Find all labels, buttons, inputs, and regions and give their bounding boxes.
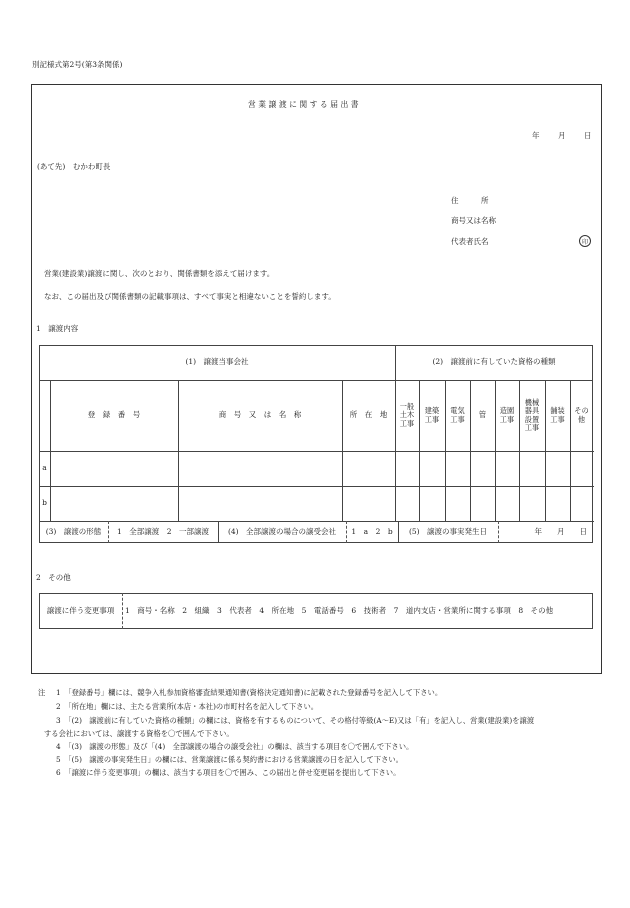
section-1-heading: 1 譲渡内容	[36, 324, 79, 333]
date-month: 月	[558, 131, 566, 140]
full-transfer-recipient-options[interactable]: 1 a 2 b	[351, 526, 393, 536]
note-3: 3 「(2) 譲渡前に有していた資格の種類」の欄には、資格を有するものについて、その格付等級(A〜E)又は「有」を記入し、営業(建設業)を譲渡	[56, 716, 535, 725]
qual-building: 建築 工事	[424, 406, 440, 424]
body-paragraph-1: 営業(建設業)譲渡に関し、次のとおり、関係書類を添えて届けます。	[44, 269, 275, 278]
representative-label: 代表者氏名	[451, 237, 489, 246]
qual-piping: 管	[478, 410, 487, 420]
note-3-continued: する会社においては、譲渡する資格を〇で囲んで下さい。	[44, 729, 234, 738]
qual-civil-engineering: 一般 土木 工事	[399, 402, 415, 428]
date-day: 日	[584, 131, 592, 140]
note-5: 5 「(5) 譲渡の事実発生日」の欄には、営業譲渡に係る契約書における営業譲渡の日を記入して下さい。	[56, 755, 403, 764]
date-year: 年	[532, 131, 540, 140]
addressee: (あて先) むかわ町長	[37, 162, 111, 171]
note-6: 6 「譲渡に伴う変更事項」の欄は、該当する項目を〇で囲み、この届出と併せ変更届を提出して下さい。	[56, 768, 401, 777]
transfer-date-label: (5) 譲渡の事実発生日	[408, 526, 488, 536]
header-qualifications: (2) 譲渡前に有していた資格の種類	[432, 357, 556, 367]
seal-mark: 印	[579, 235, 591, 247]
qual-machinery-installation: 機械 器具 設置 工事	[524, 398, 540, 432]
notes-lead: 注	[38, 688, 46, 697]
note-2: 2 「所在地」欄には、主たる営業所(本店・本社)の市町村名を記入して下さい。	[56, 702, 319, 711]
column-registration-number: 登 録 番 号	[87, 410, 141, 420]
body-paragraph-2: なお、この届出及び関係書類の記載事項は、すべて事実と相違ないことを誓約します。	[44, 292, 336, 301]
company-name-label: 商号又は名称	[451, 216, 496, 225]
document-title: 営 業 譲 渡 に 関 す る 届 出 書	[248, 100, 359, 109]
transfer-date-value[interactable]: 年 月 日	[534, 526, 587, 536]
row-label-b: b	[42, 498, 47, 508]
column-company-name: 商 号 又 は 名 称	[218, 410, 302, 420]
note-4: 4 「(3) 譲渡の形態」及び「(4) 全部譲渡の場合の譲受会社」の欄は、該当する項目を〇で囲んで下さい。	[56, 742, 414, 751]
qual-electrical: 電気 工事	[450, 406, 465, 424]
address-label: 住 所	[451, 196, 489, 205]
change-items-label: 譲渡に伴う変更事項	[46, 605, 115, 615]
row-label-a: a	[42, 463, 47, 473]
column-location: 所 在 地	[349, 410, 388, 420]
full-transfer-recipient-label: (4) 全部譲渡の場合の譲受会社	[227, 526, 337, 536]
qual-paving: 舗装 工事	[550, 406, 565, 424]
change-items-options[interactable]: 1 商号・名称 2 組織 3 代表者 4 所在地 5 電話番号 6 技術者 7 道内支店・営業所に関する事項 8 その他	[125, 605, 554, 615]
transfer-form-label: (3) 譲渡の形態	[45, 526, 102, 536]
form-reference: 別記様式第2号(第3条関係)	[32, 60, 123, 69]
qual-other: その 他	[574, 406, 589, 424]
header-transfer-parties: (1) 譲渡当事会社	[185, 357, 249, 367]
note-1: 1 「登録番号」欄には、競争入札参加資格審査結果通知書(資格決定通知書)に記載された登録番号を記入して下さい。	[56, 688, 443, 697]
qual-landscaping: 造園 工事	[499, 406, 515, 424]
transfer-form-options[interactable]: 1 全部譲渡 2 一部譲渡	[116, 526, 210, 536]
section-2-heading: 2 その他	[36, 573, 71, 582]
